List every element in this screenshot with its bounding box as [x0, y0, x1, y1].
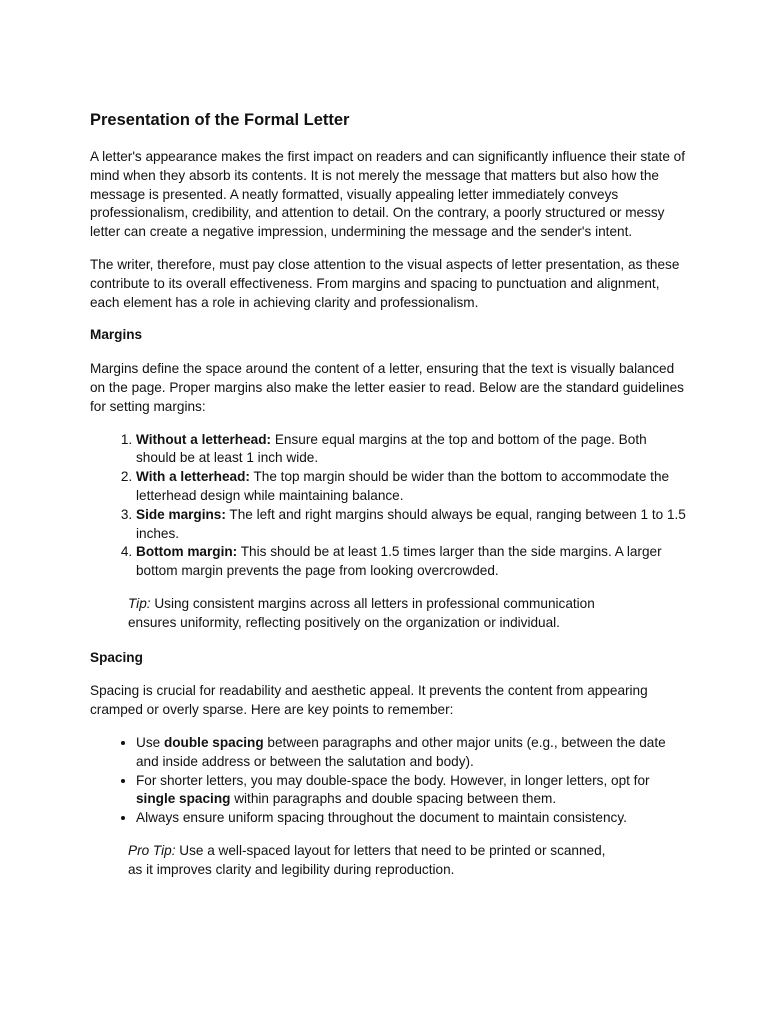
- list-item: [136, 543, 690, 581]
- margins-list: [90, 431, 690, 581]
- intro-paragraph-2: The writer, therefore, must pay close attention to the visual aspects of letter presentation, as these contribute to its overall effectiveness. From margins and spacing to punctuation and alignment, each element has a role in achieving clarity and professionalism.: [90, 256, 680, 310]
- list-item-text: For shorter letters, you may double-space the body. However, in longer letters, opt for: [136, 772, 650, 788]
- margins-intro: Margins define the space around the content of a letter, ensuring that the text is visually balanced on the page. Proper margins also make the letter easier to read. Below are the standard guidelines for setting margins:: [90, 361, 684, 414]
- list-item: [136, 772, 690, 810]
- list-item: [136, 734, 690, 772]
- list-item-bold: double spacing: [163, 734, 264, 750]
- list-item-text: Use: [136, 734, 164, 750]
- list-item: [136, 506, 690, 544]
- list-item-term: Without a letterhead:: [136, 431, 272, 447]
- spacing-pro-tip: [128, 842, 608, 880]
- list-item-text: Ensure equal margins at the top and bottom of the page. Both should be at least 1 inch wide.: [136, 431, 647, 466]
- list-item-term: With a letterhead:: [136, 469, 250, 485]
- list-item: [136, 468, 690, 506]
- margins-heading: Margins: [90, 327, 143, 343]
- spacing-heading: Spacing: [90, 649, 143, 665]
- list-item-bold: single spacing: [136, 791, 231, 807]
- tip-text: Use a well-spaced layout for letters that need to be printed or scanned, as it improves clarity and legibility during reproduction.: [128, 842, 606, 877]
- intro-paragraph-1: A letter's appearance makes the first impact on readers and can significantly influence their state of mind when they absorb its contents. It is not merely the message that matters but also how the message is presented. A neatly formatted, visually appealing letter immediately conveys professionalism, credibility, and attention to detail. On the contrary, a poorly structured or messy letter can create a negative impression, undermining the message and the sender's intent.: [90, 149, 685, 240]
- list-item: [136, 431, 690, 469]
- list-item-text: between paragraphs and other major units (e.g., between the date and inside address or between the salutation and body).: [136, 734, 666, 769]
- spacing-intro: Spacing is crucial for readability and aesthetic appeal. It prevents the content from appearing cramped or overly sparse. Here are key points to remember:: [90, 683, 648, 718]
- list-item-term: Side margins:: [136, 506, 226, 522]
- page-title: Presentation of the Formal Letter: [90, 111, 350, 129]
- tip-text: Using consistent margins across all letters in professional communication ensures uniformity, reflecting positively on the organization or individual.: [128, 595, 595, 630]
- document-page: [90, 108, 690, 896]
- list-item-term: Bottom margin:: [136, 544, 238, 560]
- tip-label: Pro Tip:: [128, 842, 176, 858]
- list-item-text: The top margin should be wider than the bottom to accommodate the letterhead design while maintaining balance.: [136, 469, 670, 503]
- spacing-list: [90, 734, 690, 828]
- list-item-text: within paragraphs and double spacing between them.: [230, 791, 557, 807]
- list-item-text: The left and right margins should always be equal, ranging between 1 to 1.5 inches.: [136, 506, 686, 541]
- list-item-text: This should be at least 1.5 times larger than the side margins. A larger bottom margin prevents the page from looking overcrowded.: [136, 544, 662, 579]
- list-item: • Always ensure uniform spacing throughout the document to maintain consistency.: [136, 809, 690, 828]
- margins-tip: [128, 595, 608, 633]
- tip-label: Tip:: [128, 595, 151, 611]
